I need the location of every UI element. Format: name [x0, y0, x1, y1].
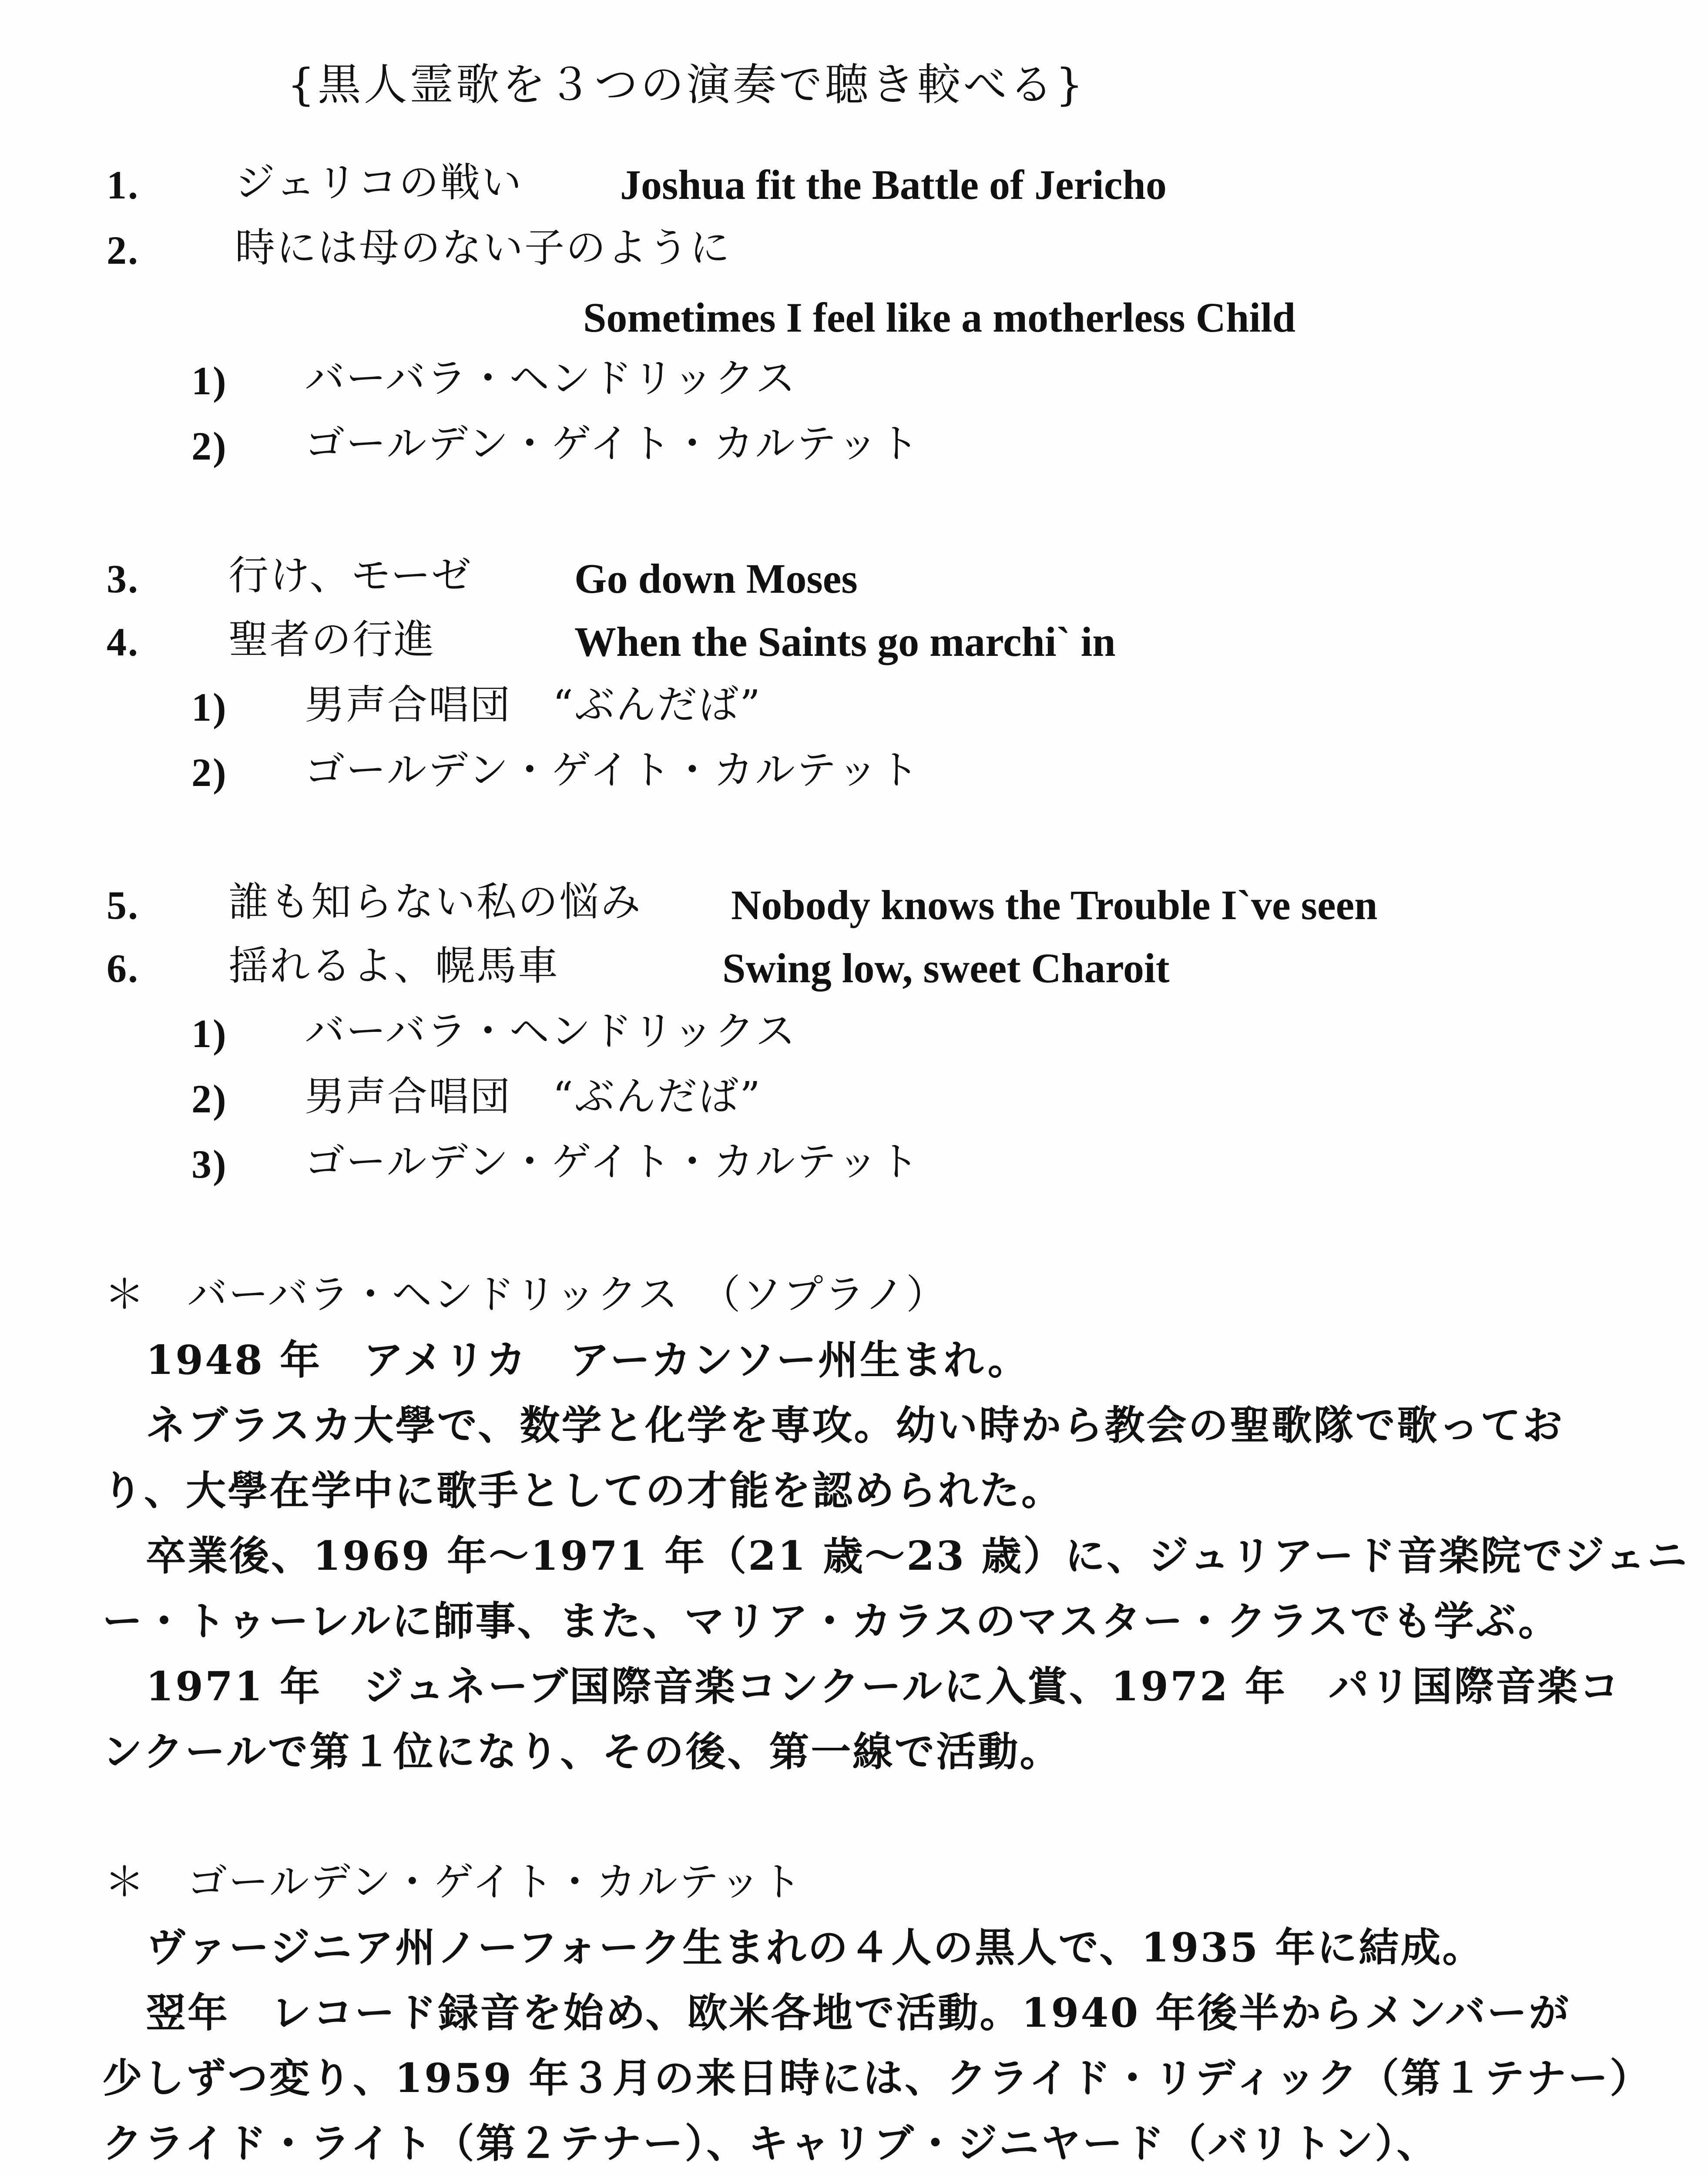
barbara-paragraph-line: り、大學在学中に歌手としての才能を認められた。	[102, 1467, 1064, 1514]
performer-number: 1)	[191, 685, 228, 729]
section-heading-golden-gate: ＊ ゴールデン・ゲイト・カルテット	[104, 1859, 803, 1905]
performer-name: ゴールデン・ゲイト・カルテット	[305, 747, 920, 793]
section-heading-barbara: ＊ バーバラ・ヘンドリックス （ソプラノ）	[104, 1271, 948, 1318]
song-title-jp: 誰も知らない私の悩み	[228, 879, 642, 925]
barbara-paragraph-line: 1948 年 アメリカ アーカンソー州生まれ。	[146, 1336, 1030, 1384]
performer-name: 男声合唱団 “ぶんだば”	[305, 1073, 762, 1120]
golden-paragraph-line: ヴァージニア州ノーフォーク生まれの４人の黒人で、1935 年に結成。	[146, 1924, 1484, 1971]
song-title-jp: 聖者の行進	[228, 616, 436, 663]
performer-number: 2)	[191, 750, 228, 795]
song-title-jp: 揺れるよ、幌馬車	[228, 943, 560, 989]
performer-name: 男声合唱団 “ぶんだば”	[305, 682, 762, 728]
song-number: 2.	[107, 228, 139, 272]
song-title-en: Swing low, sweet Charoit	[722, 945, 1170, 991]
barbara-paragraph-line: 1971 年 ジュネーブ国際音楽コンクールに入賞、1972 年 パリ国際音楽コ	[146, 1663, 1621, 1710]
golden-paragraph-line: 翌年 レコード録音を始め、欧米各地で活動。1940 年後半からメンバーが	[146, 1989, 1570, 2036]
barbara-paragraph-line: ンクールで第１位になり、その後、第一線で活動。	[102, 1728, 1062, 1775]
performer-name: ゴールデン・ゲイト・カルテット	[305, 420, 920, 467]
song-number: 1.	[107, 163, 139, 207]
performer-name: バーバラ・ヘンドリックス	[305, 355, 797, 402]
performer-number: 2)	[191, 1077, 228, 1121]
song-number: 6.	[107, 946, 139, 991]
song-title-en: Sometimes I feel like a motherless Child	[583, 294, 1296, 341]
performer-number: 2)	[191, 424, 228, 468]
barbara-paragraph-line: ネブラスカ大學で、数学と化学を専攻。幼い時から教会の聖歌隊で歌ってお	[146, 1402, 1564, 1449]
song-title-en: Go down Moses	[574, 555, 858, 602]
performer-number: 3)	[191, 1142, 228, 1186]
song-title-jp: ジェリコの戦い	[235, 159, 523, 206]
performer-number: 1)	[191, 1011, 228, 1056]
page-title: {黒人霊歌を３つの演奏で聴き較べる}	[287, 59, 1086, 110]
song-number: 3.	[107, 557, 139, 601]
golden-paragraph-line: 少しずつ変り、1959 年３月の来日時には、クライド・リディック（第１テナー）	[102, 2055, 1652, 2102]
performer-name: バーバラ・ヘンドリックス	[305, 1008, 797, 1054]
barbara-paragraph-line: ー・トゥーレルに師事、また、マリア・カラスのマスター・クラスでも学ぶ。	[102, 1598, 1560, 1645]
song-title-en: Nobody knows the Trouble I`ve seen	[731, 882, 1378, 928]
song-title-jp: 時には母のない子のように	[235, 225, 732, 271]
performer-number: 1)	[191, 359, 228, 403]
barbara-paragraph-line: 卒業後、1969 年～1971 年（21 歳～23 歳）に、ジュリアード音楽院でジェニ	[146, 1532, 1689, 1579]
song-title-jp: 行け、モーゼ	[228, 552, 473, 599]
golden-paragraph-line: クライド・ライト（第２テナー）、キャリブ・ジニヤード（バリトン）、	[102, 2120, 1439, 2167]
song-title-en: When the Saints go marchi` in	[574, 618, 1116, 665]
song-number: 4.	[107, 620, 139, 664]
song-number: 5.	[107, 883, 139, 927]
performer-name: ゴールデン・ゲイト・カルテット	[305, 1138, 920, 1185]
song-title-en: Joshua fit the Battle of Jericho	[620, 161, 1167, 208]
